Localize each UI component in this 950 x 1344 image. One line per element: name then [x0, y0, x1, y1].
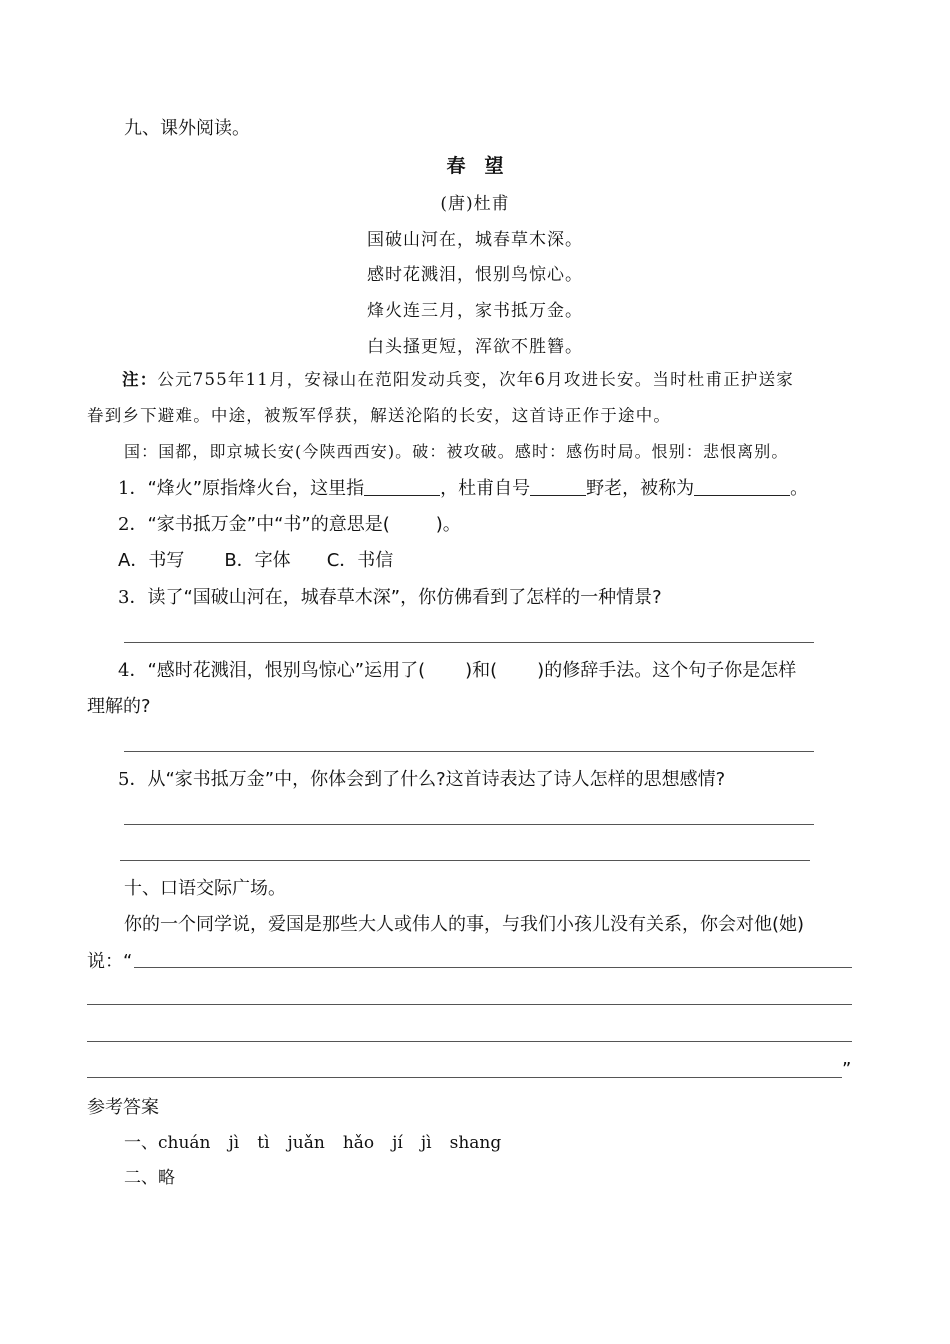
- question-text: 从“家书抵万金”中，你体会到了什么?这首诗表达了诗人怎样的思想感情?: [147, 769, 726, 790]
- answer-line[interactable]: [124, 751, 814, 752]
- pinyin-answer: shang: [449, 1133, 502, 1153]
- note-line-2: 眷到乡下避难。中途，被叛军俘获，解送沦陷的长安，这首诗正作于途中。: [87, 406, 672, 425]
- poem-title: 春 望: [446, 155, 504, 177]
- pinyin-answer: chuán: [158, 1133, 211, 1153]
- question-text: 读了“国破山河在，城春草木深”，你仿佛看到了怎样的一种情景?: [147, 587, 662, 608]
- answers-heading: 参考答案: [87, 1097, 159, 1118]
- answer-blank[interactable]: [530, 477, 586, 496]
- poem-line: 国破山河在，城春草木深。: [367, 230, 583, 250]
- question-4: [118, 659, 796, 683]
- pinyin-answer: hǎo: [342, 1133, 375, 1153]
- pinyin-row: [158, 1133, 519, 1153]
- question-text: )的修辞手法。这个句子你是怎样: [537, 660, 797, 681]
- question-number: 4．: [118, 660, 148, 681]
- question-number: 3．: [118, 587, 148, 608]
- pinyin-answer: jì: [228, 1133, 240, 1153]
- question-2: [118, 513, 461, 537]
- answer-line[interactable]: [120, 860, 810, 861]
- question-2-options: [118, 549, 393, 573]
- note-text: 公元755年11月，安禄山在范阳发动兵变，次年6月攻进长安。当时杜甫正护送家: [157, 370, 794, 389]
- question-text: “烽火”原指烽火台，这里指: [147, 478, 365, 499]
- answers-label: 一、: [124, 1133, 158, 1153]
- question-4-line-2: 理解的?: [87, 696, 151, 717]
- answers-line-1: [124, 1131, 519, 1155]
- question-5: [118, 768, 725, 792]
- poem-line: 白头搔更短，浑欲不胜簪。: [367, 337, 583, 357]
- answer-blank[interactable]: [364, 477, 440, 496]
- option-a[interactable]: A．书写: [118, 550, 185, 571]
- note-label: 注：: [122, 370, 158, 389]
- section-9-heading: 九、课外阅读。: [124, 118, 250, 139]
- question-3: [118, 586, 662, 610]
- option-c[interactable]: C．书信: [326, 550, 394, 571]
- answer-line[interactable]: [124, 824, 814, 825]
- answers-line-2: 二、略: [124, 1168, 175, 1188]
- section-10-heading: 十、口语交际广场。: [124, 878, 286, 899]
- closing-quote: ”: [842, 1059, 852, 1080]
- poem-line: 烽火连三月，家书抵万金。: [367, 301, 583, 321]
- section-10-say: 说：“: [87, 951, 133, 972]
- option-b[interactable]: B．字体: [224, 550, 291, 571]
- question-text: )。: [435, 514, 461, 535]
- pinyin-answer: jí: [392, 1133, 403, 1153]
- question-text: ，杜甫自号: [440, 478, 531, 499]
- question-number: 5．: [118, 769, 148, 790]
- question-text: “家书抵万金”中“书”的意思是(: [147, 514, 390, 535]
- poem-author: (唐)杜甫: [440, 194, 510, 214]
- section-10-prompt: 你的一个同学说，爱国是那些大人或伟人的事，与我们小孩儿没有关系，你会对他(她): [124, 914, 805, 935]
- note-line-3: 国：国都，即京城长安(今陕西西安)。破：被攻破。感时：感伤时局。恨别：悲恨离别。: [124, 442, 789, 461]
- answer-line[interactable]: [134, 967, 852, 968]
- question-text: 野老，被称为: [586, 478, 695, 499]
- pinyin-answer: jì: [420, 1133, 432, 1153]
- poem-line: 感时花溅泪，恨别鸟惊心。: [367, 265, 583, 285]
- question-number: 1．: [118, 478, 148, 499]
- answer-blank[interactable]: [694, 477, 790, 496]
- answer-line[interactable]: [87, 1041, 852, 1042]
- answer-line[interactable]: [124, 642, 814, 643]
- question-1: [118, 477, 808, 501]
- question-number: 2．: [118, 514, 148, 535]
- question-text: “感时花溅泪，恨别鸟惊心”运用了(: [147, 660, 426, 681]
- pinyin-answer: juǎn: [287, 1133, 325, 1153]
- answer-line[interactable]: [87, 1004, 852, 1005]
- note-line-1: [122, 368, 794, 392]
- answer-line[interactable]: [87, 1077, 842, 1078]
- pinyin-answer: tì: [257, 1133, 270, 1153]
- question-text: )和(: [465, 660, 498, 681]
- question-text: 。: [790, 478, 809, 499]
